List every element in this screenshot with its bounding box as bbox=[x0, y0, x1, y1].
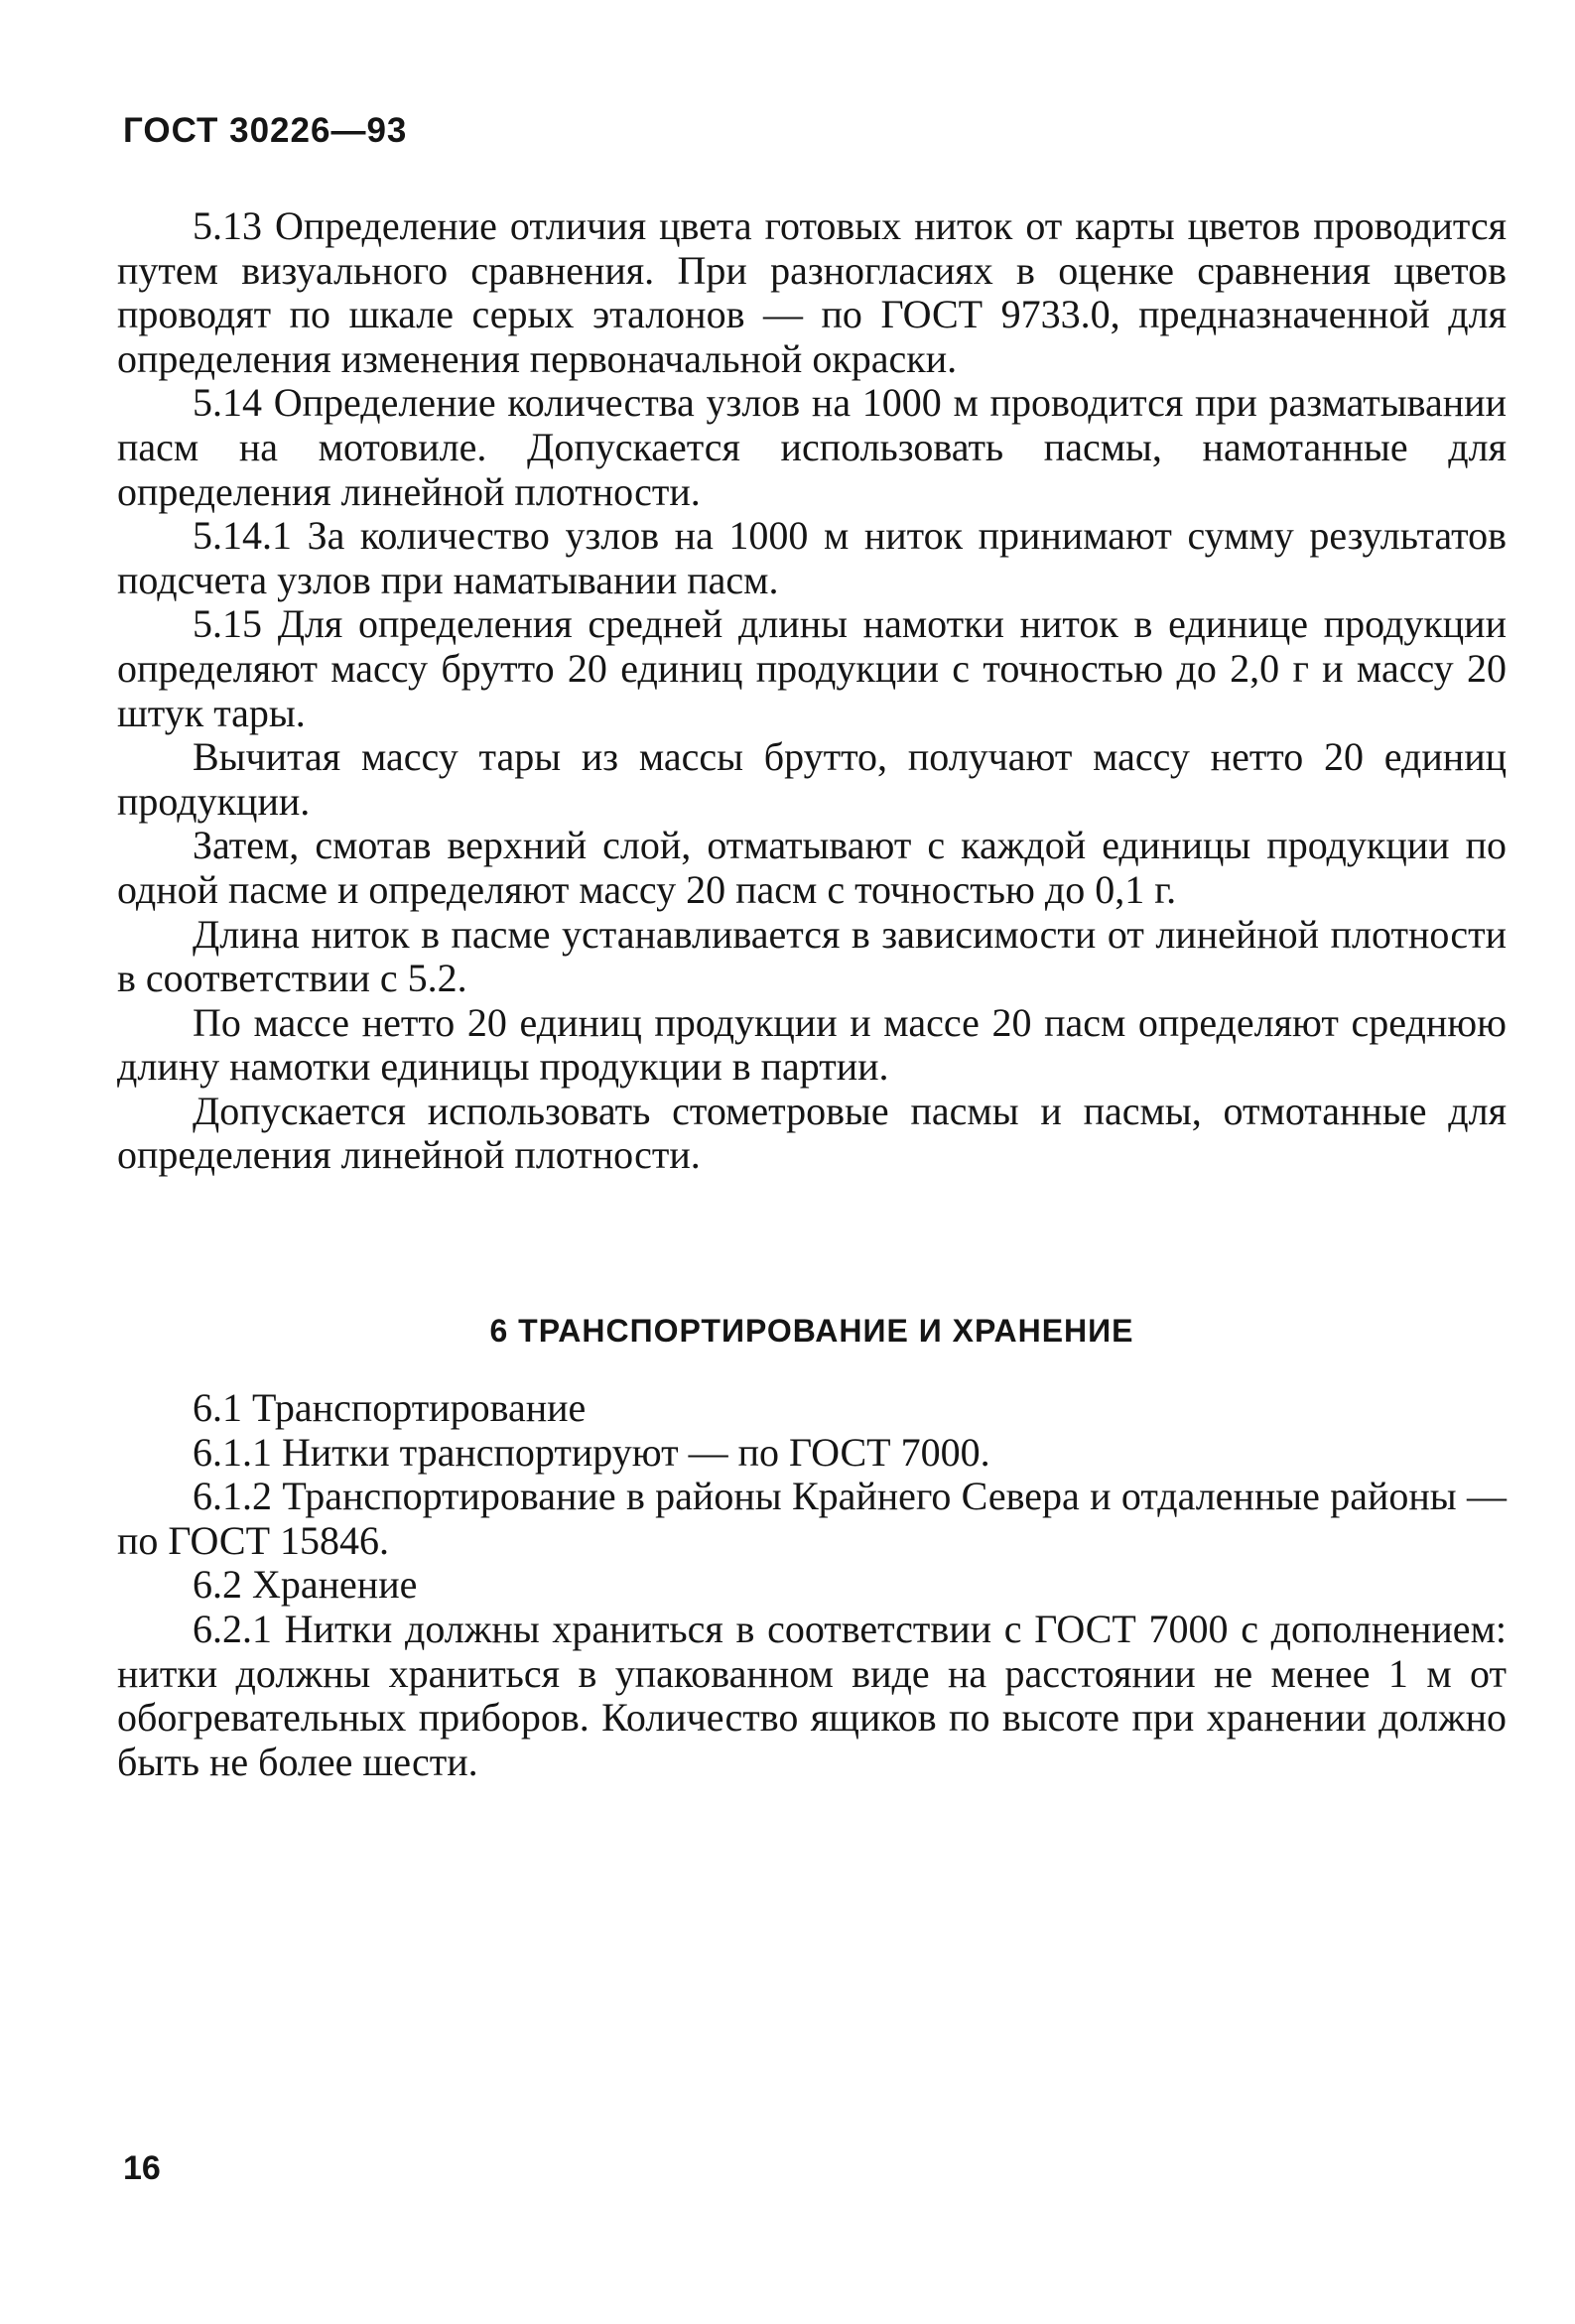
section-text bbox=[117, 1386, 1507, 1784]
paragraph-5-14: 5.14 Определение количества узлов на 1000 м проводится при разматывании пасм на мотовиле. Допускается использовать пасмы, намотанные для определения линейной плотности. bbox=[117, 380, 1507, 514]
page-header: ГОСТ 30226—93 bbox=[123, 111, 408, 150]
paragraph-6-1: 6.1 Транспортирование bbox=[193, 1385, 587, 1430]
paragraph-6-1-2: 6.1.2 Транспортирование в районы Крайнего Севера и отдаленные районы — по ГОСТ 15846. bbox=[117, 1474, 1507, 1563]
paragraph-5-13: 5.13 Определение отличия цвета готовых ниток от карты цветов проводится путем визуального сравнения. При разногласиях в оценке сравнения цветов проводят по шкале серых эталонов — по ГОСТ 9733.0, предназначенной для определения изменения первоначальной окраски. bbox=[117, 203, 1507, 381]
paragraph-5-15: 5.15 Для определения средней длины намотки ниток в единице продукции определяют массу брутто 20 единиц продукции с точностью до 2,0 г и массу 20 штук тары. bbox=[117, 601, 1507, 735]
paragraph-net-mass: Вычитая массу тары из массы брутто, получают массу нетто 20 единиц продукции. bbox=[117, 734, 1507, 824]
paragraph-6-2: 6.2 Хранение bbox=[193, 1562, 418, 1608]
body-text bbox=[117, 204, 1507, 1178]
paragraph-skein-length: Длина ниток в пасме устанавливается в зависимости от линейной плотности в соответствии с 5.2. bbox=[117, 911, 1507, 1001]
paragraph-6-1-1: 6.1.1 Нитки транспортируют — по ГОСТ 7000. bbox=[193, 1429, 990, 1475]
paragraph-average-length: По массе нетто 20 единиц продукции и массе 20 пасм определяют среднюю длину намотки единицы продукции в партии. bbox=[117, 999, 1507, 1090]
paragraph-6-2-1: 6.2.1 Нитки должны храниться в соответствии с ГОСТ 7000 с дополнением: нитки должны храниться в упакованном виде на расстоянии не менее 1 м от обогревательных приборов. Количество ящиков по высоте при хранении должно быть не более шести. bbox=[117, 1606, 1507, 1784]
page-number: 16 bbox=[123, 2149, 161, 2187]
section-heading: 6 ТРАНСПОРТИРОВАНИЕ И ХРАНЕНИЕ bbox=[489, 1313, 1134, 1349]
paragraph-hundred-meter-skeins: Допускается использовать стометровые пасмы и пасмы, отмотанные для определения линейной плотности. bbox=[117, 1088, 1507, 1178]
paragraph-5-14-1: 5.14.1 За количество узлов на 1000 м ниток принимают сумму результатов подсчета узлов при наматывании пасм. bbox=[117, 513, 1507, 602]
paragraph-unwinding: Затем, смотав верхний слой, отматывают с каждой единицы продукции по одной пасме и определяют массу 20 пасм с точностью до 0,1 г. bbox=[117, 823, 1507, 912]
